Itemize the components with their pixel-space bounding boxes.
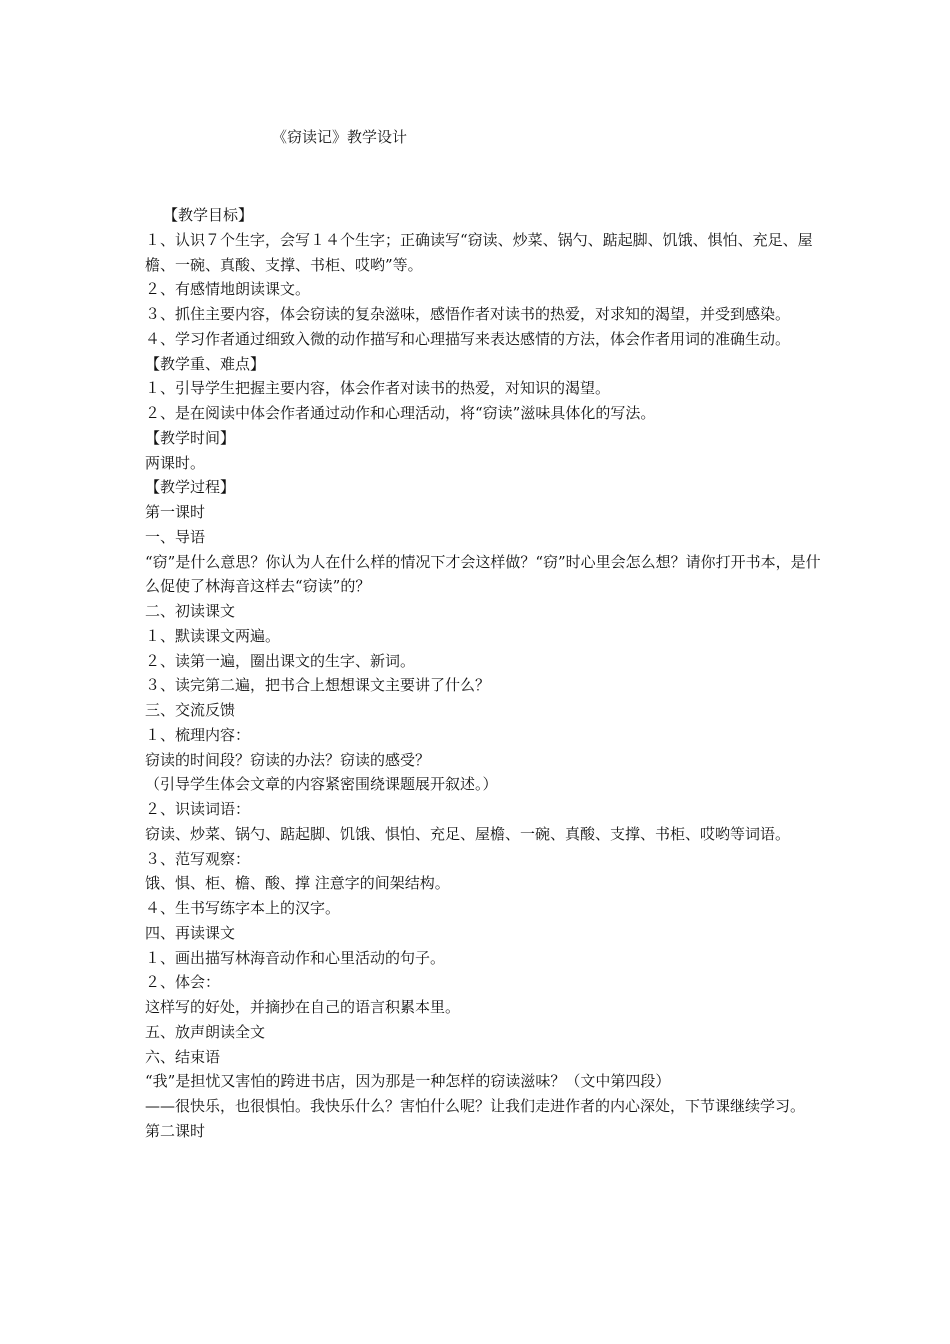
step-heading-conclusion: 六、结束语: [145, 1047, 221, 1066]
paragraph-key-point-2: ２、是在阅读中体会作者通过动作和心理活动，将“窃读”滋味具体化的写法。: [145, 404, 656, 422]
paragraph: ——很快乐，也很惧怕。我快乐什么？害怕什么呢？让我们走进作者的内心深处，下节课继续学习。: [145, 1097, 806, 1115]
paragraph-goal-3: ３、抓住主要内容，体会窃读的复杂滋味，感悟作者对读书的热爱，对求知的渴望，并受到感染。: [145, 305, 791, 323]
lesson-one-heading: 第一课时: [145, 503, 206, 521]
paragraph: （引导学生体会文章的内容紧密围绕课题展开叙述。）: [145, 775, 498, 794]
list-item: ２、读第一遍，圈出课文的生字、新词。: [145, 651, 416, 670]
step-heading-intro: 一、导语: [145, 527, 206, 546]
step-heading-reread: 四、再读课文: [145, 923, 236, 942]
paragraph-goal-2: ２、有感情地朗读课文。: [145, 280, 311, 299]
list-item: ２、识读词语：: [145, 800, 251, 818]
paragraph-key-point-1: １、引导学生把握主要内容，体会作者对读书的热爱，对知识的渴望。: [145, 379, 611, 398]
paragraph-intro: “窃”是什么意思？你认为人在什么样的情况下才会这样做？“窃”时心里会怎么想？请你打开书本，是什么促使了林海音这样去“窃读”的？: [145, 552, 821, 596]
document-body: [145, 203, 825, 1144]
section-heading-time: 【教学时间】: [145, 428, 236, 447]
paragraph: 饿、惧、柜、檐、酸、撑 注意字的间架结构。: [145, 874, 450, 893]
section-heading-process: 【教学过程】: [145, 478, 236, 497]
list-item: ２、体会：: [145, 973, 221, 992]
section-heading-key-points: 【教学重、难点】: [145, 354, 266, 373]
document-title: 《窃读记》教学设计: [272, 128, 408, 146]
list-item: １、默读课文两遍。: [145, 626, 281, 645]
list-item: １、梳理内容：: [145, 725, 251, 744]
paragraph-vocabulary: 窃读、炒菜、锅勺、踮起脚、饥饿、惧怕、充足、屋檐、一碗、真酸、支撑、书柜、哎哟等词语。: [145, 824, 791, 843]
step-heading-first-reading: 二、初读课文: [145, 602, 236, 620]
paragraph: 这样写的好处，并摘抄在自己的语言积累本里。: [145, 998, 461, 1016]
paragraph-time: 两课时。: [145, 453, 206, 472]
paragraph-goal-1: １、认识７个生字，会写１４个生字；正确读写“窃读、炒菜、锅勺、踮起脚、饥饿、惧怕、充足、屋檐、一碗、真酸、支撑、书柜、哎哟”等。: [145, 230, 813, 274]
list-item: ４、生书写练字本上的汉字。: [145, 899, 341, 917]
section-heading-goals: 【教学目标】: [163, 206, 254, 224]
list-item: ３、读完第二遍，把书合上想想课文主要讲了什么？: [145, 676, 491, 695]
list-item: ３、范写观察：: [145, 849, 251, 868]
step-heading-feedback: 三、交流反馈: [145, 701, 236, 719]
paragraph: 窃读的时间段？窃读的办法？窃读的感受？: [145, 750, 431, 769]
lesson-two-heading: 第二课时: [145, 1121, 206, 1140]
paragraph-goal-4: ４、学习作者通过细致入微的动作描写和心理描写来表达感情的方法，体会作者用词的准确生动。: [145, 329, 791, 348]
list-item: １、画出描写林海音动作和心里活动的句子。: [145, 948, 446, 967]
step-heading-read-aloud: 五、放声朗读全文: [145, 1022, 266, 1041]
paragraph: “我”是担忧又害怕的跨进书店，因为那是一种怎样的窃读滋味？（文中第四段）: [145, 1072, 671, 1091]
